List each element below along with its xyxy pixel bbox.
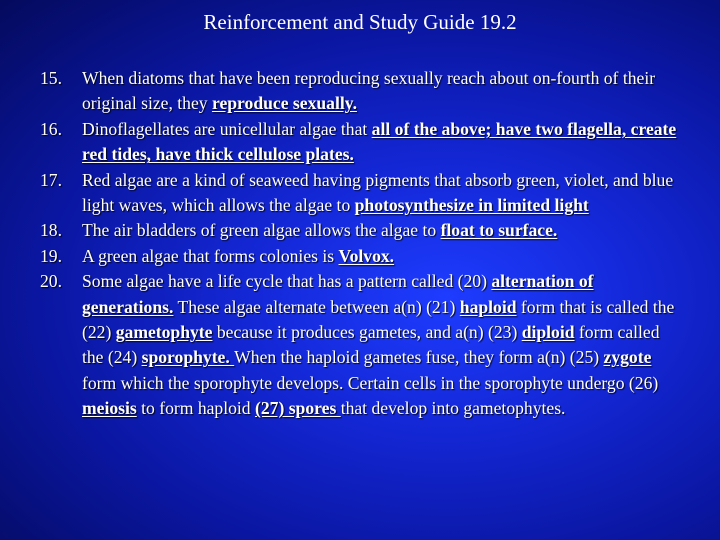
answer-text: photosynthesize in limited light <box>354 195 589 216</box>
question-text: that develop into gametophytes. <box>340 398 566 419</box>
question-text: Red algae are a kind of seaweed having pigments that absorb green, violet, and blue light waves, which allows the algae to <box>82 169 674 216</box>
question-item <box>40 269 680 421</box>
answer-text: haploid <box>459 296 517 317</box>
question-text: form that is called the (22) <box>82 296 675 343</box>
question-text: When diatoms that have been reproducing sexually reach about on-fourth of their original size, they <box>82 68 656 114</box>
question-item <box>40 168 680 219</box>
answer-text: sporophyte. <box>141 347 235 368</box>
answer-text: reproduce sexually. <box>211 93 357 114</box>
question-text: A green algae that forms colonies is <box>82 245 339 266</box>
answer-text: Volvox. <box>338 245 395 266</box>
question-number: 18. <box>40 220 62 241</box>
answer-text: meiosis <box>82 398 137 419</box>
question-item <box>40 117 680 168</box>
answer-text: gametophyte <box>115 322 213 343</box>
answer-text: all of the above; have two flagella, create red tides, have thick cellulose plates. <box>82 118 677 165</box>
question-text: form which the sporophyte develops. Certain cells in the sporophyte undergo (26) <box>82 372 659 393</box>
question-text: to form haploid <box>136 398 255 419</box>
question-number: 20. <box>40 271 62 292</box>
question-text: Some algae have a life cycle that has a pattern called (20) <box>82 271 492 292</box>
question-text: When the haploid gametes fuse, they form a(n) (25) <box>234 347 604 368</box>
answer-text: zygote <box>603 347 652 368</box>
question-number: 19. <box>40 245 62 266</box>
answer-text: float to surface. <box>440 220 558 241</box>
question-text: because it produces gametes, and a(n) (23) <box>212 322 522 343</box>
slide-title: Reinforcement and Study Guide 19.2 <box>203 10 517 34</box>
answer-text: (27) spores <box>255 398 341 419</box>
answer-text: alternation of generations. <box>82 271 594 317</box>
question-text: The air bladders of green algae allows the algae to <box>82 220 441 241</box>
question-text: These algae alternate between a(n) (21) <box>173 296 460 317</box>
question-number: 17. <box>40 169 62 190</box>
question-item <box>40 218 680 243</box>
question-number: 16. <box>40 118 62 139</box>
question-item <box>40 66 680 117</box>
question-list <box>40 66 680 422</box>
question-item <box>40 244 680 269</box>
question-text: form called the (24) <box>82 322 660 368</box>
answer-text: diploid <box>521 322 575 343</box>
question-number: 15. <box>40 68 62 88</box>
question-text: Dinoflagellates are unicellular algae that <box>82 118 372 139</box>
